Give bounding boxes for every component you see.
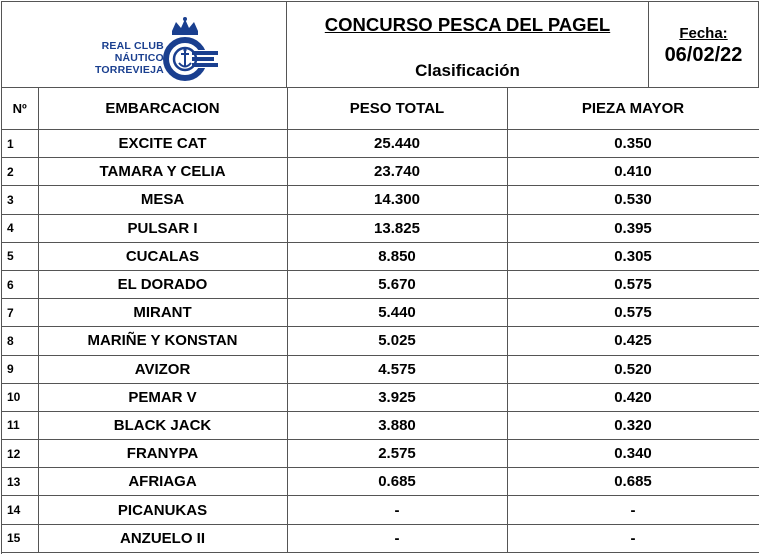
column-header-total-weight: PESO TOTAL <box>287 88 507 130</box>
position-cell: 12 <box>2 440 38 468</box>
largest-piece-cell: 0.320 <box>507 411 759 439</box>
largest-piece-cell: 0.575 <box>507 299 759 327</box>
club-name <box>95 40 164 76</box>
largest-piece-cell: 0.395 <box>507 214 759 242</box>
club-name-line2: NÁUTICO <box>114 52 164 64</box>
results-table <box>2 88 759 553</box>
position-cell: 15 <box>2 524 38 552</box>
position-cell: 13 <box>2 468 38 496</box>
boat-name-cell: FRANYPA <box>38 440 287 468</box>
largest-piece-cell: 0.340 <box>507 440 759 468</box>
total-weight-cell: 2.575 <box>287 440 507 468</box>
boat-name-cell: EXCITE CAT <box>38 130 287 158</box>
largest-piece-cell: 0.350 <box>507 130 759 158</box>
largest-piece-cell: 0.685 <box>507 468 759 496</box>
results-sheet <box>1 1 759 554</box>
table-row <box>2 270 759 298</box>
column-header-position: Nº <box>2 88 38 130</box>
date-label: Fecha: <box>679 25 728 42</box>
boat-name-cell: TAMARA Y CELIA <box>38 158 287 186</box>
column-header-largest-piece: PIEZA MAYOR <box>507 88 759 130</box>
boat-name-cell: BLACK JACK <box>38 411 287 439</box>
total-weight-cell: - <box>287 524 507 552</box>
total-weight-cell: 4.575 <box>287 355 507 383</box>
largest-piece-cell: 0.420 <box>507 383 759 411</box>
table-header-row <box>2 88 759 130</box>
total-weight-cell: 5.440 <box>287 299 507 327</box>
boat-name-cell: PULSAR I <box>38 214 287 242</box>
table-row <box>2 130 759 158</box>
date-value: 06/02/22 <box>664 44 743 66</box>
total-weight-cell: 3.880 <box>287 411 507 439</box>
largest-piece-cell: - <box>507 524 759 552</box>
club-name-line3: TORREVIEJA <box>95 64 164 76</box>
table-row <box>2 440 759 468</box>
position-cell: 11 <box>2 411 38 439</box>
boat-name-cell: PEMAR V <box>38 383 287 411</box>
position-cell: 8 <box>2 327 38 355</box>
table-row <box>2 524 759 552</box>
club-logo-cell <box>2 2 287 88</box>
table-row <box>2 383 759 411</box>
position-cell: 3 <box>2 186 38 214</box>
total-weight-cell: 0.685 <box>287 468 507 496</box>
boat-name-cell: MIRANT <box>38 299 287 327</box>
table-row <box>2 411 759 439</box>
largest-piece-cell: 0.575 <box>507 270 759 298</box>
boat-name-cell: PICANUKAS <box>38 496 287 524</box>
boat-name-cell: AVIZOR <box>38 355 287 383</box>
table-row <box>2 186 759 214</box>
table-row <box>2 327 759 355</box>
position-cell: 5 <box>2 242 38 270</box>
total-weight-cell: 14.300 <box>287 186 507 214</box>
boat-name-cell: CUCALAS <box>38 242 287 270</box>
position-cell: 10 <box>2 383 38 411</box>
total-weight-cell: 5.025 <box>287 327 507 355</box>
position-cell: 1 <box>2 130 38 158</box>
total-weight-cell: 25.440 <box>287 130 507 158</box>
largest-piece-cell: 0.410 <box>507 158 759 186</box>
total-weight-cell: 13.825 <box>287 214 507 242</box>
boat-name-cell: AFRIAGA <box>38 468 287 496</box>
classification-subtitle: Clasificación <box>415 61 520 80</box>
largest-piece-cell: 0.520 <box>507 355 759 383</box>
position-cell: 2 <box>2 158 38 186</box>
table-row <box>2 299 759 327</box>
boat-name-cell: MARIÑE Y KONSTAN <box>38 327 287 355</box>
table-row <box>2 496 759 524</box>
title-cell <box>287 2 649 88</box>
crown-anchor-emblem-icon <box>160 17 220 83</box>
largest-piece-cell: 0.530 <box>507 186 759 214</box>
contest-title: CONCURSO PESCA DEL PAGEL <box>324 14 611 35</box>
table-row <box>2 214 759 242</box>
largest-piece-cell: - <box>507 496 759 524</box>
total-weight-cell: 3.925 <box>287 383 507 411</box>
table-row <box>2 468 759 496</box>
position-cell: 9 <box>2 355 38 383</box>
table-body <box>2 130 759 553</box>
total-weight-cell: 23.740 <box>287 158 507 186</box>
club-name-line1: REAL CLUB <box>101 40 164 52</box>
column-header-boat: EMBARCACION <box>38 88 287 130</box>
position-cell: 4 <box>2 214 38 242</box>
boat-name-cell: MESA <box>38 186 287 214</box>
total-weight-cell: - <box>287 496 507 524</box>
table-row <box>2 242 759 270</box>
total-weight-cell: 8.850 <box>287 242 507 270</box>
date-cell <box>649 2 759 88</box>
largest-piece-cell: 0.305 <box>507 242 759 270</box>
total-weight-cell: 5.670 <box>287 270 507 298</box>
table-row <box>2 355 759 383</box>
position-cell: 14 <box>2 496 38 524</box>
table-row <box>2 158 759 186</box>
largest-piece-cell: 0.425 <box>507 327 759 355</box>
boat-name-cell: ANZUELO II <box>38 524 287 552</box>
position-cell: 7 <box>2 299 38 327</box>
position-cell: 6 <box>2 270 38 298</box>
boat-name-cell: EL DORADO <box>38 270 287 298</box>
